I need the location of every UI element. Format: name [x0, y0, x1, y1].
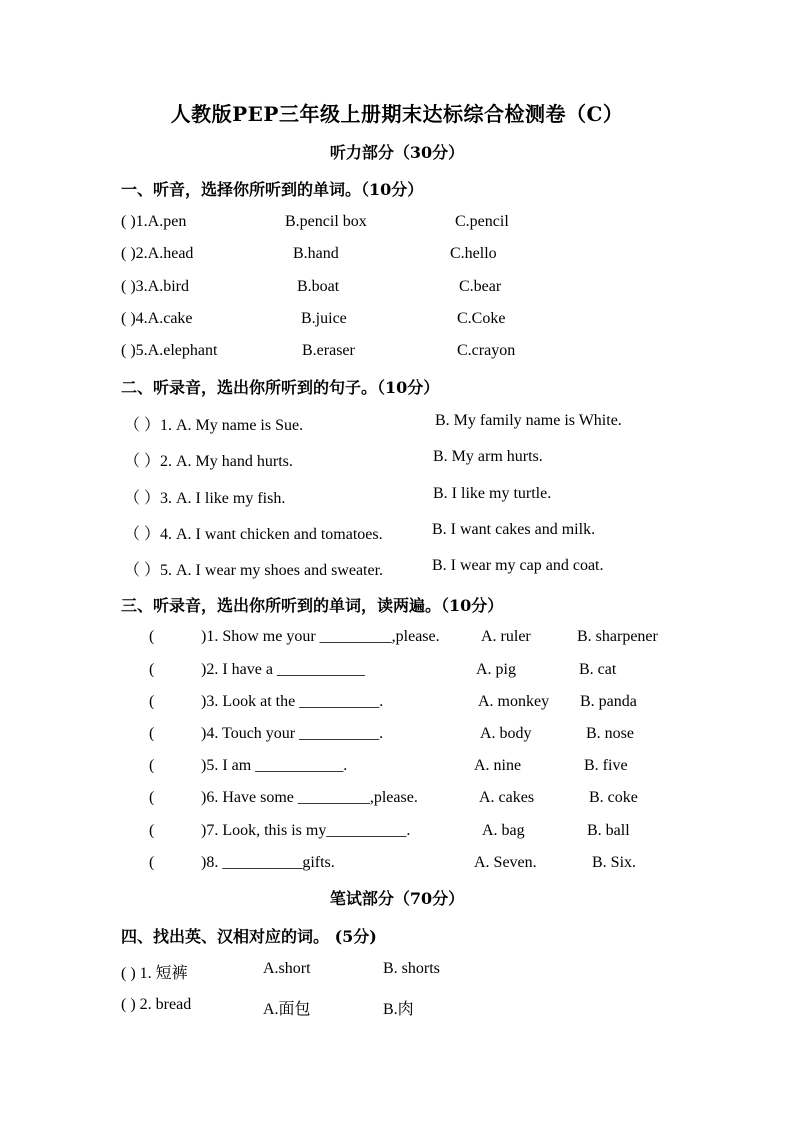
option-b: B. My arm hurts.	[433, 448, 543, 465]
question-number: ( )2.A.head	[121, 245, 194, 262]
answer-paren: (	[149, 693, 155, 710]
option-b: B.hand	[293, 245, 339, 262]
list-item	[0, 693, 794, 717]
question-stem: )6. Have some _________,please.	[201, 789, 418, 806]
question-number: ( ) 2. bread	[121, 996, 192, 1013]
option-c: C.hello	[450, 245, 497, 262]
question-number: ( )3.A.bird	[121, 278, 189, 295]
section-2-heading: 二、听录音，选出你所听到的句子。（10分）	[121, 378, 440, 397]
option-b: B. I wear my cap and coat.	[432, 557, 604, 574]
option-a: （ ）4. A. I want chicken and tomatoes.	[124, 526, 383, 543]
option-b: B.pencil box	[285, 213, 367, 230]
question-number: ( )4.A.cake	[121, 310, 193, 327]
option-a: A. Seven.	[474, 854, 537, 871]
option-a: （ ）1. A. My name is Sue.	[124, 417, 304, 434]
listening-part-heading: 听力部分（30分）	[329, 143, 465, 162]
option-b: B.eraser	[302, 342, 355, 359]
list-item	[0, 960, 794, 984]
option-c: C.bear	[459, 278, 502, 295]
list-item	[0, 342, 794, 366]
list-item	[0, 310, 794, 334]
option-b: B. I like my turtle.	[433, 485, 552, 502]
option-b: B. sharpener	[577, 628, 658, 645]
answer-paren: (	[149, 789, 155, 806]
option-b: B. five	[584, 757, 628, 774]
option-c: C.crayon	[457, 342, 516, 359]
question-stem: )4. Touch your __________.	[201, 725, 384, 742]
answer-paren: (	[149, 628, 155, 645]
question-stem: )1. Show me your _________,please.	[201, 628, 440, 645]
option-b: B. My family name is White.	[435, 412, 622, 429]
list-item	[0, 213, 794, 237]
list-item	[0, 757, 794, 781]
option-b: B. cat	[579, 661, 617, 678]
option-b: B. ball	[587, 822, 630, 839]
list-item	[0, 521, 794, 545]
question-stem: )8. __________gifts.	[201, 854, 335, 871]
option-a: A. body	[480, 725, 532, 742]
section-4-heading: 四、找出英、汉相对应的词。 (5分)	[121, 927, 377, 946]
option-a: A. pig	[476, 661, 516, 678]
answer-paren: (	[149, 757, 155, 774]
question-number: ( )1.A.pen	[121, 213, 187, 230]
question-stem: )2. I have a ___________	[201, 661, 365, 678]
list-item	[0, 789, 794, 813]
option-c: C.pencil	[455, 213, 509, 230]
option-a: A. monkey	[478, 693, 550, 710]
section-1-heading: 一、听音，选择你所听到的单词。（10分）	[121, 180, 424, 199]
option-a: （ ）5. A. I wear my shoes and sweater.	[124, 562, 384, 579]
option-a: A. cakes	[479, 789, 535, 806]
list-item	[0, 628, 794, 652]
list-item	[0, 996, 794, 1020]
question-stem: )3. Look at the __________.	[201, 693, 384, 710]
option-c: C.Coke	[457, 310, 506, 327]
option-b: B. nose	[586, 725, 634, 742]
question-stem: )5. I am ___________.	[201, 757, 348, 774]
option-b: B. panda	[580, 693, 637, 710]
option-b: B. I want cakes and milk.	[432, 521, 596, 538]
list-item	[0, 448, 794, 472]
list-item	[0, 485, 794, 509]
option-b: B. shorts	[383, 960, 440, 977]
option-a: （ ）2. A. My hand hurts.	[124, 453, 293, 470]
option-b: B. Six.	[592, 854, 637, 871]
option-b: B.boat	[297, 278, 340, 295]
question-number: ( )5.A.elephant	[121, 342, 218, 359]
answer-paren: (	[149, 822, 155, 839]
option-a: A. bag	[482, 822, 525, 839]
option-a: A.short	[263, 960, 311, 977]
option-a: A.面包	[263, 1001, 311, 1018]
option-b: B.肉	[383, 1001, 414, 1018]
list-item	[0, 278, 794, 302]
answer-paren: (	[149, 854, 155, 871]
page-title: 人教版PEP三年级上册期末达标综合检测卷（C）	[170, 102, 624, 126]
list-item	[0, 557, 794, 581]
section-3-heading: 三、听录音，选出你所听到的单词，读两遍。（10分）	[121, 596, 504, 615]
question-number: ( ) 1. 短裤	[121, 965, 188, 982]
question-stem: )7. Look, this is my__________.	[201, 822, 411, 839]
list-item	[0, 854, 794, 878]
option-a: （ ）3. A. I like my fish.	[124, 490, 286, 507]
list-item	[0, 661, 794, 685]
answer-paren: (	[149, 725, 155, 742]
answer-paren: (	[149, 661, 155, 678]
option-a: A. nine	[474, 757, 522, 774]
option-a: A. ruler	[481, 628, 531, 645]
list-item	[0, 412, 794, 436]
list-item	[0, 822, 794, 846]
option-b: B. coke	[589, 789, 638, 806]
writing-part-heading: 笔试部分（70分）	[329, 889, 465, 908]
list-item	[0, 245, 794, 269]
option-b: B.juice	[301, 310, 347, 327]
list-item	[0, 725, 794, 749]
